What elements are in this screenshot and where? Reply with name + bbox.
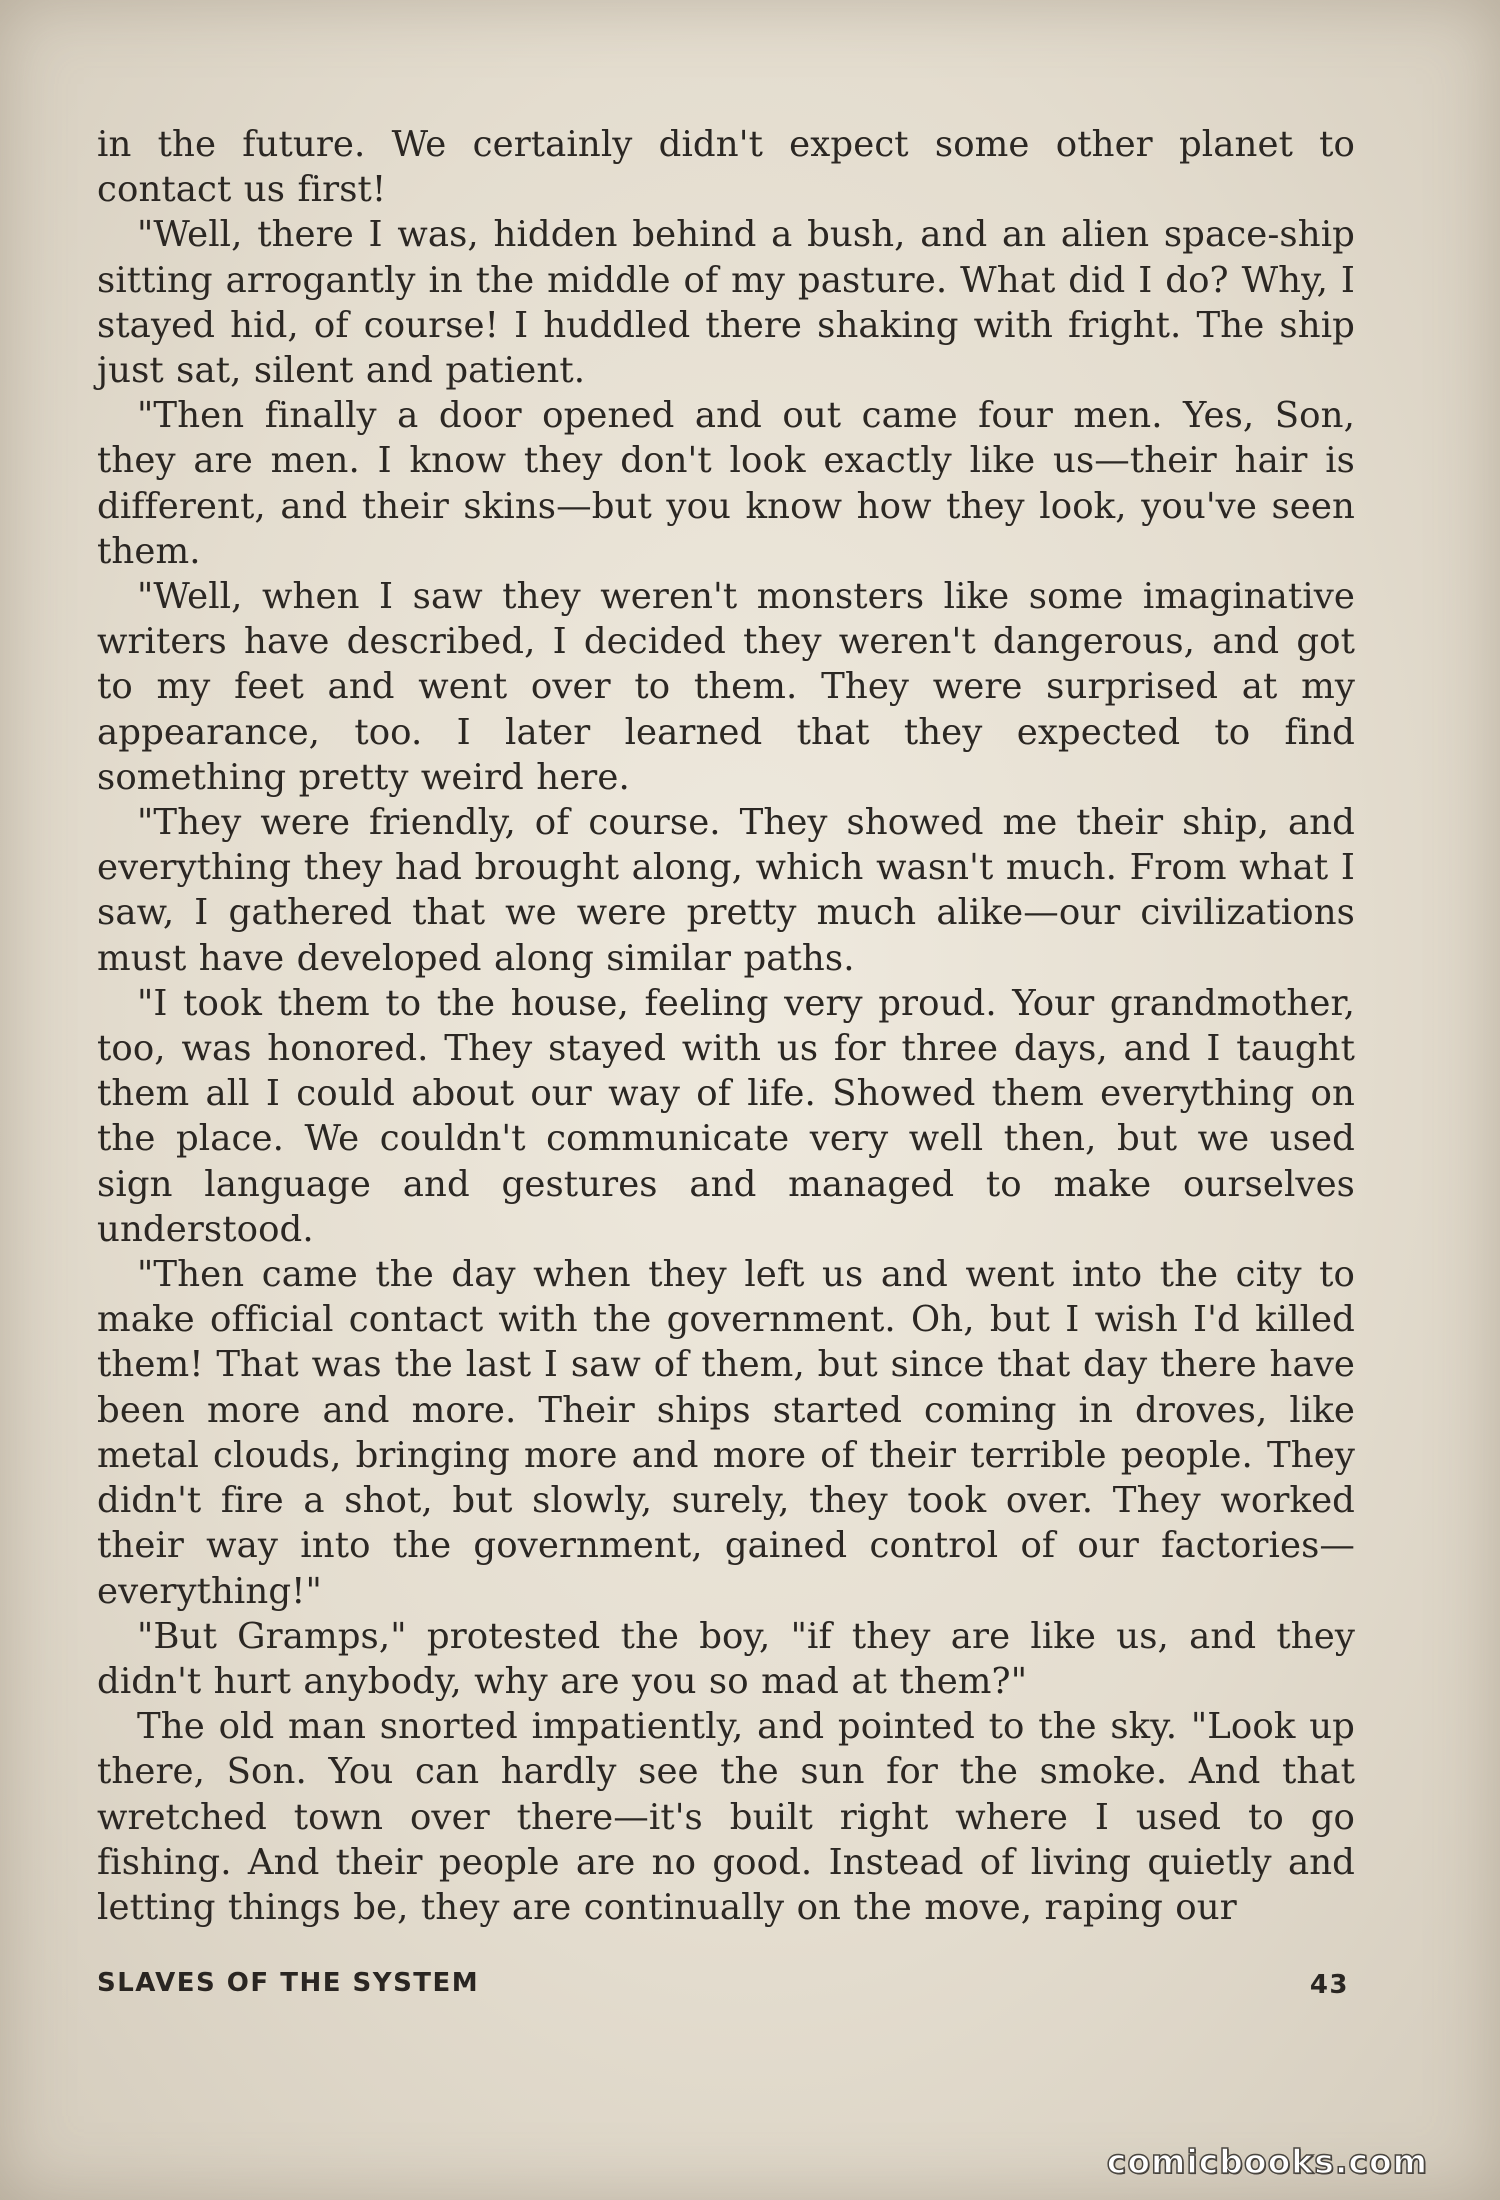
paragraph: The old man snorted impatiently, and pointed to the sky. "Look up there, Son. You can hardly see the sun for the smoke. And that wretched town over there—it's built right where I used to go fishing. And their people are no good. Instead of living quietly and letting things be, they are continually on the move, raping our: [97, 1706, 1355, 1928]
paragraph: "They were friendly, of course. They showed me their ship, and everything they had brought along, which wasn't much. From what I saw, I gathered that we were pretty much alike—our civilizations must have developed along similar paths.: [97, 802, 1355, 979]
paragraph: "But Gramps," protested the boy, "if they are like us, and they didn't hurt anybody, why are you so mad at them?": [97, 1615, 1355, 1702]
paragraph: "Well, when I saw they weren't monsters like some imaginative writers have described, I decided they weren't dangerous, and got to my feet and went over to them. They were surprised at my appearance, too. I later learned that they expected to find something pretty weird here.: [97, 576, 1355, 798]
running-title: SLAVES OF THE SYSTEM: [97, 1968, 480, 1998]
watermark: comicbooks.com: [1106, 2142, 1428, 2181]
paragraph: "Well, there I was, hidden behind a bush, and an alien space-ship sitting arrogantly in the middle of my pasture. What did I do? Why, I stayed hid, of course! I huddled there shaking with fright. The ship just sat, silent and patient.: [97, 214, 1355, 392]
page-number: 43: [1309, 1970, 1349, 2000]
story-text: [97, 122, 1355, 1952]
paragraph: "I took them to the house, feeling very proud. Your grandmother, too, was honored. They stayed with us for three days, and I taught them all I could about our way of life. Showed them everything on the place. We couldn't communicate very well then, but we used sign language and gestures and managed to make ourselves understood.: [97, 982, 1355, 1250]
page-footer: [97, 1968, 1355, 2008]
paragraph: "Then came the day when they left us and went into the city to make official contact with the government. Oh, but I wish I'd killed them! That was the last I saw of them, but since that day there have been more and more. Their ships started coming in droves, like metal clouds, bringing more and more of their terrible people. They didn't fire a shot, but slowly, surely, they took over. They worked their way into the government, gained control of our factories—everything!": [97, 1254, 1355, 1612]
paragraph: in the future. We certainly didn't expect some other planet to contact us first!: [97, 124, 1355, 211]
paragraph: "Then finally a door opened and out came four men. Yes, Son, they are men. I know they don't look exactly like us—their hair is different, and their skins—but you know how they look, you've seen them.: [97, 395, 1355, 572]
